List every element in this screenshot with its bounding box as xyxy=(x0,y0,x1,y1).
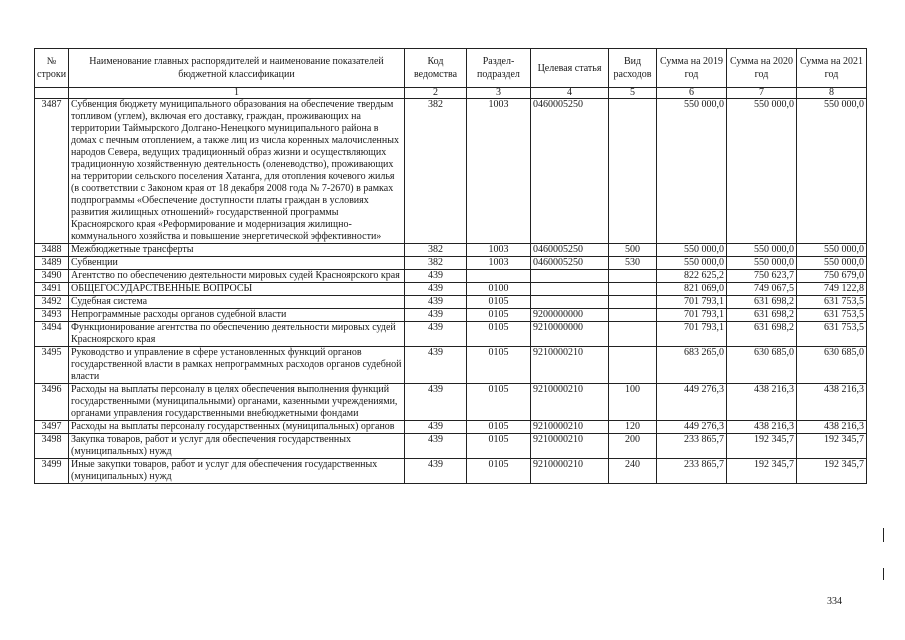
table-row xyxy=(35,270,867,283)
row-expense-type xyxy=(609,283,657,296)
row-name: Субвенции xyxy=(69,257,405,270)
row-section: 1003 xyxy=(467,244,531,257)
table-row xyxy=(35,244,867,257)
row-sum-2020: 749 067,5 xyxy=(727,283,797,296)
row-number: 3499 xyxy=(35,459,69,484)
row-number: 3489 xyxy=(35,257,69,270)
row-target-article: 9210000000 xyxy=(531,322,609,347)
row-sum-2021: 631 753,5 xyxy=(797,296,867,309)
row-sum-2019: 550 000,0 xyxy=(657,99,727,244)
column-number: 3 xyxy=(467,88,531,99)
row-sum-2020: 438 216,3 xyxy=(727,421,797,434)
row-number: 3495 xyxy=(35,347,69,384)
column-number xyxy=(35,88,69,99)
row-number: 3488 xyxy=(35,244,69,257)
row-name: Иные закупки товаров, работ и услуг для обеспечения государственных (муниципальных) нужд xyxy=(69,459,405,484)
row-number: 3494 xyxy=(35,322,69,347)
row-section: 0105 xyxy=(467,421,531,434)
row-target-article: 9210000210 xyxy=(531,434,609,459)
row-target-article: 9210000210 xyxy=(531,384,609,421)
row-sum-2021: 550 000,0 xyxy=(797,244,867,257)
row-sum-2019: 550 000,0 xyxy=(657,244,727,257)
row-dept-code: 382 xyxy=(405,244,467,257)
row-section: 0105 xyxy=(467,434,531,459)
table-row xyxy=(35,296,867,309)
row-expense-type xyxy=(609,322,657,347)
row-name: Руководство и управление в сфере установленных функций органов государственной власти в рамках непрограммных расходов органов судебной власти xyxy=(69,347,405,384)
table-row xyxy=(35,283,867,296)
row-sum-2021: 192 345,7 xyxy=(797,459,867,484)
row-name: Межбюджетные трансферты xyxy=(69,244,405,257)
row-sum-2020: 550 000,0 xyxy=(727,244,797,257)
row-sum-2019: 683 265,0 xyxy=(657,347,727,384)
row-number: 3496 xyxy=(35,384,69,421)
row-target-article: 0460005250 xyxy=(531,99,609,244)
row-sum-2021: 550 000,0 xyxy=(797,99,867,244)
header-num: № строки xyxy=(35,49,69,88)
row-target-article: 9210000210 xyxy=(531,421,609,434)
column-number: 1 xyxy=(69,88,405,99)
row-sum-2019: 449 276,3 xyxy=(657,421,727,434)
row-name: Расходы на выплаты персоналу государственных (муниципальных) органов xyxy=(69,421,405,434)
row-sum-2021: 550 000,0 xyxy=(797,257,867,270)
row-name: Функционирование агентства по обеспечению деятельности мировых судей Красноярского края xyxy=(69,322,405,347)
row-number: 3493 xyxy=(35,309,69,322)
table-row xyxy=(35,99,867,244)
row-section xyxy=(467,270,531,283)
row-target-article: 0460005250 xyxy=(531,244,609,257)
row-name: Закупка товаров, работ и услуг для обеспечения государственных (муниципальных) нужд xyxy=(69,434,405,459)
row-expense-type: 200 xyxy=(609,434,657,459)
row-sum-2019: 233 865,7 xyxy=(657,459,727,484)
row-expense-type xyxy=(609,270,657,283)
row-sum-2020: 750 623,7 xyxy=(727,270,797,283)
row-section: 0105 xyxy=(467,347,531,384)
row-sum-2020: 630 685,0 xyxy=(727,347,797,384)
header-sum-2019: Сумма на 2019 год xyxy=(657,49,727,88)
row-section: 1003 xyxy=(467,257,531,270)
header-target: Целевая статья xyxy=(531,49,609,88)
table-row xyxy=(35,257,867,270)
row-dept-code: 439 xyxy=(405,347,467,384)
row-number: 3487 xyxy=(35,99,69,244)
row-expense-type: 100 xyxy=(609,384,657,421)
column-number: 5 xyxy=(609,88,657,99)
row-sum-2020: 631 698,2 xyxy=(727,322,797,347)
row-dept-code: 439 xyxy=(405,384,467,421)
table-row xyxy=(35,459,867,484)
row-dept-code: 439 xyxy=(405,296,467,309)
row-sum-2019: 550 000,0 xyxy=(657,257,727,270)
row-sum-2020: 550 000,0 xyxy=(727,99,797,244)
row-sum-2021: 631 753,5 xyxy=(797,322,867,347)
column-number: 8 xyxy=(797,88,867,99)
table-row xyxy=(35,434,867,459)
budget-table xyxy=(34,48,867,484)
row-sum-2021: 749 122,8 xyxy=(797,283,867,296)
row-expense-type xyxy=(609,347,657,384)
row-sum-2019: 449 276,3 xyxy=(657,384,727,421)
row-sum-2019: 701 793,1 xyxy=(657,309,727,322)
row-name: Судебная система xyxy=(69,296,405,309)
row-dept-code: 439 xyxy=(405,322,467,347)
header-type: Вид расходов xyxy=(609,49,657,88)
row-sum-2019: 822 625,2 xyxy=(657,270,727,283)
row-section: 0105 xyxy=(467,309,531,322)
row-section: 1003 xyxy=(467,99,531,244)
header-name: Наименование главных распорядителей и наименование показателей бюджетной классификации xyxy=(69,49,405,88)
column-number-row xyxy=(35,88,867,99)
row-number: 3490 xyxy=(35,270,69,283)
row-expense-type: 500 xyxy=(609,244,657,257)
row-number: 3492 xyxy=(35,296,69,309)
row-sum-2021: 750 679,0 xyxy=(797,270,867,283)
row-name: Расходы на выплаты персоналу в целях обеспечения выполнения функций государственными (муниципальными) органами, казенными учреждениями, органами управления государственными внебюджетными фондами xyxy=(69,384,405,421)
column-number: 7 xyxy=(727,88,797,99)
row-dept-code: 439 xyxy=(405,283,467,296)
row-section: 0100 xyxy=(467,283,531,296)
margin-mark xyxy=(883,568,884,580)
row-section: 0105 xyxy=(467,384,531,421)
row-section: 0105 xyxy=(467,459,531,484)
table-row xyxy=(35,384,867,421)
row-sum-2020: 550 000,0 xyxy=(727,257,797,270)
row-sum-2020: 192 345,7 xyxy=(727,459,797,484)
row-sum-2020: 631 698,2 xyxy=(727,296,797,309)
row-section: 0105 xyxy=(467,322,531,347)
row-sum-2021: 630 685,0 xyxy=(797,347,867,384)
table-row xyxy=(35,322,867,347)
row-number: 3491 xyxy=(35,283,69,296)
row-target-article: 9210000210 xyxy=(531,459,609,484)
header-sum-2020: Сумма на 2020 год xyxy=(727,49,797,88)
row-sum-2019: 701 793,1 xyxy=(657,296,727,309)
row-sum-2021: 631 753,5 xyxy=(797,309,867,322)
row-name: Агентство по обеспечению деятельности мировых судей Красноярского края xyxy=(69,270,405,283)
row-dept-code: 382 xyxy=(405,257,467,270)
row-dept-code: 439 xyxy=(405,459,467,484)
row-dept-code: 439 xyxy=(405,421,467,434)
header-code: Код ведомства xyxy=(405,49,467,88)
table-row xyxy=(35,421,867,434)
row-number: 3498 xyxy=(35,434,69,459)
row-target-article: 9200000000 xyxy=(531,309,609,322)
row-sum-2021: 438 216,3 xyxy=(797,421,867,434)
table-body xyxy=(35,99,867,484)
row-expense-type xyxy=(609,309,657,322)
row-expense-type: 240 xyxy=(609,459,657,484)
row-target-article xyxy=(531,296,609,309)
row-target-article: 0460005250 xyxy=(531,257,609,270)
row-sum-2019: 233 865,7 xyxy=(657,434,727,459)
header-row xyxy=(35,49,867,88)
row-sum-2020: 438 216,3 xyxy=(727,384,797,421)
header-section: Раздел-подраздел xyxy=(467,49,531,88)
row-sum-2019: 821 069,0 xyxy=(657,283,727,296)
row-dept-code: 439 xyxy=(405,270,467,283)
margin-mark xyxy=(883,528,884,542)
row-expense-type xyxy=(609,99,657,244)
header-sum-2021: Сумма на 2021 год xyxy=(797,49,867,88)
row-target-article xyxy=(531,270,609,283)
column-number: 4 xyxy=(531,88,609,99)
row-name: Непрограммные расходы органов судебной власти xyxy=(69,309,405,322)
row-number: 3497 xyxy=(35,421,69,434)
row-sum-2020: 631 698,2 xyxy=(727,309,797,322)
row-sum-2021: 192 345,7 xyxy=(797,434,867,459)
table-row xyxy=(35,347,867,384)
row-expense-type: 120 xyxy=(609,421,657,434)
column-number: 6 xyxy=(657,88,727,99)
row-section: 0105 xyxy=(467,296,531,309)
row-sum-2021: 438 216,3 xyxy=(797,384,867,421)
row-sum-2019: 701 793,1 xyxy=(657,322,727,347)
row-dept-code: 439 xyxy=(405,309,467,322)
table-row xyxy=(35,309,867,322)
page-number: 334 xyxy=(827,596,842,607)
row-dept-code: 439 xyxy=(405,434,467,459)
row-sum-2020: 192 345,7 xyxy=(727,434,797,459)
row-target-article xyxy=(531,283,609,296)
row-name: Субвенция бюджету муниципального образования на обеспечение твердым топливом (углем), включая его доставку, граждан, проживающих на территории Таймырского Долгано-Ненецкого муниципального района в домах с печным отоплением, а также лиц из числа коренных малочисленных народов Севера, ведущих традиционный образ жизни и осуществляющих традиционную хозяйственную деятельность (оленеводство), проживающих на территории сельского поселения Хатанга, для отопления кочевого жилья (в соответствии с Законом края от 18 декабря 2008 года № 7-2670) в рамках подпрограммы «Обеспечение доступности платы граждан в условиях развития жилищных отношений» государственной программы Красноярского края «Реформирование и модернизация жилищно-коммунального хозяйства и повышение энергетической эффективности» xyxy=(69,99,405,244)
row-expense-type: 530 xyxy=(609,257,657,270)
row-name: ОБЩЕГОСУДАРСТВЕННЫЕ ВОПРОСЫ xyxy=(69,283,405,296)
column-number: 2 xyxy=(405,88,467,99)
row-expense-type xyxy=(609,296,657,309)
row-dept-code: 382 xyxy=(405,99,467,244)
row-target-article: 9210000210 xyxy=(531,347,609,384)
